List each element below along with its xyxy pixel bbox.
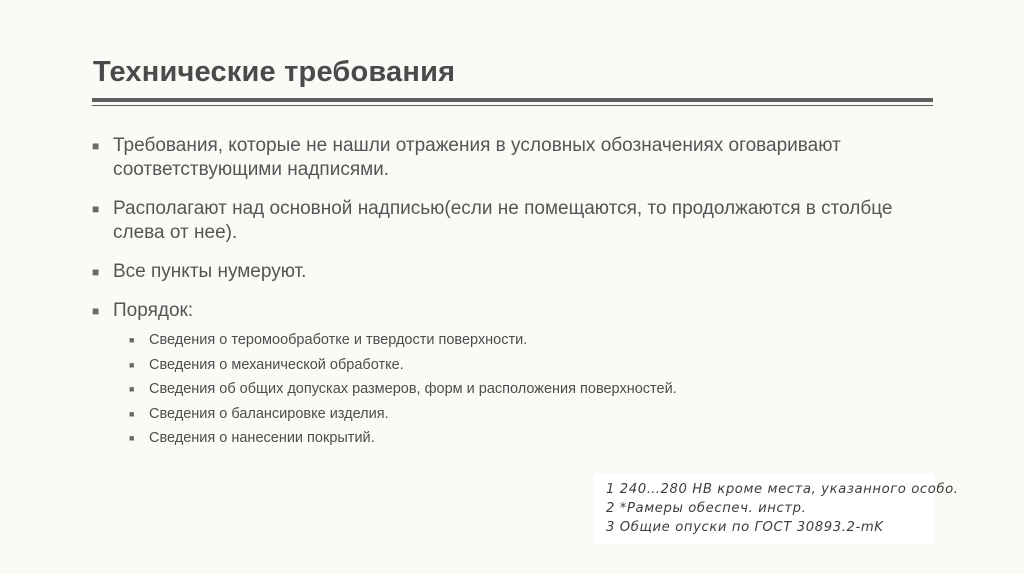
square-bullet-icon: ■ <box>92 139 100 153</box>
bullet-text: Располагают над основной надписью(если не помещаются, то продолжаются в столбце слева от нее). <box>113 198 893 243</box>
sub-bullet-item <box>129 377 942 402</box>
sub-bullet-text: Сведения о нанесении покрытий. <box>149 430 375 446</box>
bullet-item <box>92 134 942 182</box>
bullet-text: Все пункты нумеруют. <box>113 261 307 282</box>
slide-title: Технические требования <box>93 56 456 88</box>
square-bullet-icon: ■ <box>92 202 100 216</box>
technical-requirements-note-image <box>594 474 959 544</box>
bullet-item <box>92 260 942 284</box>
sub-bullet-list <box>129 328 942 451</box>
note-line: 1 240…280 НВ кроме места, указанного особо. <box>606 482 959 497</box>
bullet-item <box>92 197 942 245</box>
square-bullet-icon: ■ <box>92 265 100 279</box>
square-bullet-icon: ■ <box>129 408 135 419</box>
title-divider-thick <box>92 98 933 102</box>
sub-bullet-text: Сведения об общих допусках размеров, форм и расположения поверхностей. <box>149 381 677 397</box>
bullet-list <box>92 134 942 466</box>
bullet-text: Требования, которые не нашли отражения в условных обозначениях оговаривают соответствующими надписями. <box>113 135 841 180</box>
title-divider-thin <box>92 105 933 106</box>
square-bullet-icon: ■ <box>129 359 135 370</box>
note-line: 2 *Pамеры обеспеч. инстр. <box>606 501 807 516</box>
sub-bullet-text: Сведения о механической обработке. <box>149 356 404 373</box>
sub-bullet-text: Сведения о теромообработке и твердости поверхности. <box>149 332 528 348</box>
sub-bullet-text: Сведения о балансировке изделия. <box>149 405 389 422</box>
sub-bullet-item <box>129 426 942 451</box>
sub-bullet-item <box>129 353 942 378</box>
sub-bullet-item <box>129 328 942 353</box>
square-bullet-icon: ■ <box>129 384 135 394</box>
note-line: 3 Общие опуски по ГОСТ 30893.2-mK <box>606 520 884 535</box>
square-bullet-icon: ■ <box>129 335 135 345</box>
bullet-item <box>92 299 942 451</box>
square-bullet-icon: ■ <box>92 304 100 318</box>
sub-bullet-item <box>129 402 942 427</box>
bullet-text: Порядок: <box>113 300 194 321</box>
square-bullet-icon: ■ <box>129 433 135 443</box>
